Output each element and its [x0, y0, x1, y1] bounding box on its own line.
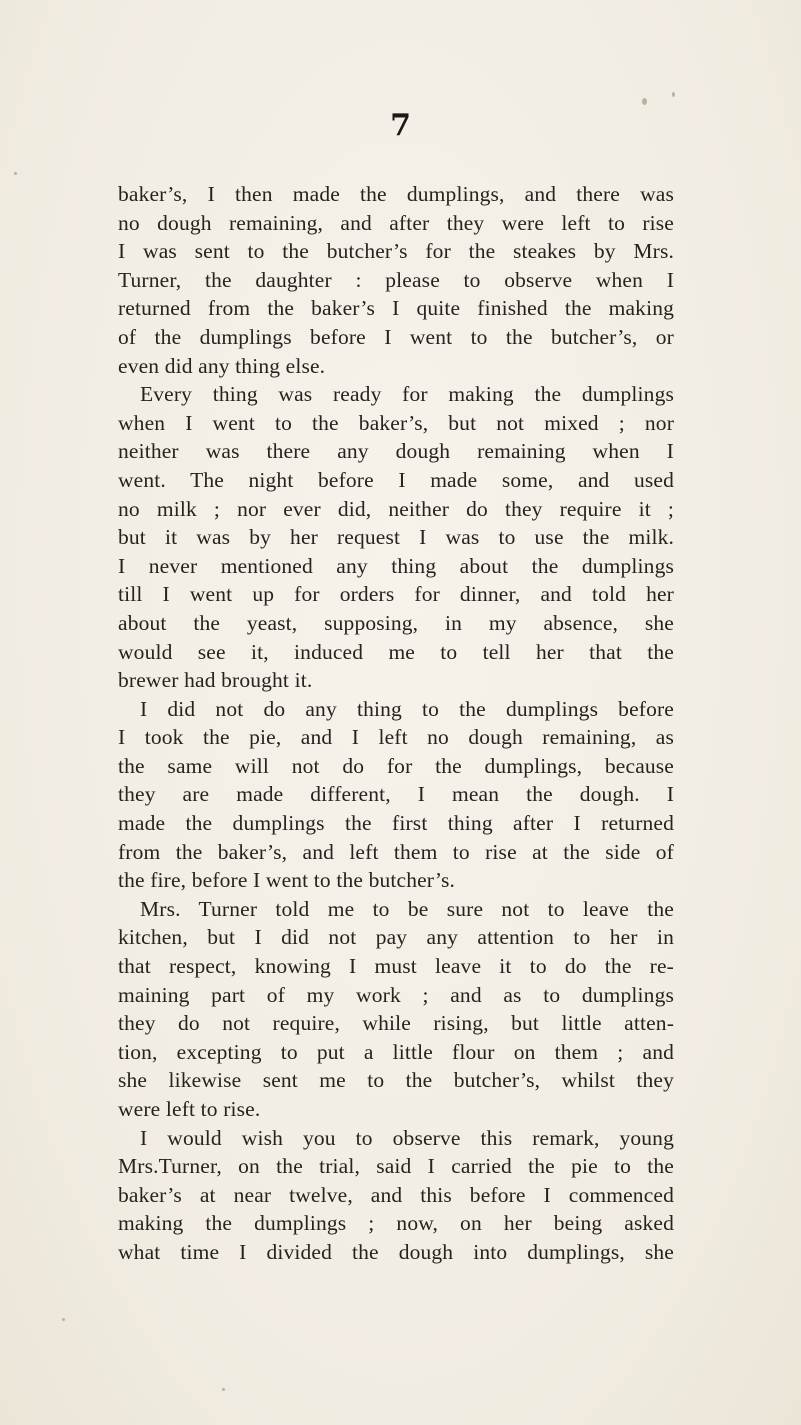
text-line: baker’s, I then made the dumplings, and there was: [118, 182, 674, 206]
text-line: I never mentioned any thing about the dumplings: [118, 553, 674, 578]
text-line: no milk ; nor ever did, neither do they require it ;: [118, 496, 674, 521]
text-line: but it was by her request I was to use the milk.: [118, 525, 674, 550]
text-line: I did not do any thing to the dumplings before: [140, 696, 674, 721]
text-line: till I went up for orders for dinner, and told her: [118, 582, 674, 607]
text-line: made the dumplings the first thing after I returned: [118, 811, 674, 836]
text-line: when I went to the baker’s, but not mixed ; nor: [118, 410, 674, 435]
text-line: went. The night before I made some, and used: [118, 467, 674, 492]
text-line: Mrs.Turner, on the trial, said I carried the pie to the: [118, 1154, 674, 1179]
text-line: of the dumplings before I went to the butcher’s, or: [118, 324, 674, 349]
paper-speck: [672, 92, 675, 97]
text-line: tion, excepting to put a little flour on them ; and: [118, 1039, 674, 1064]
text-line: brewer had brought it.: [118, 668, 313, 693]
text-line: about the yeast, supposing, in my absence, she: [118, 610, 674, 635]
paper-speck: [62, 1318, 65, 1321]
body-text: [118, 180, 674, 1267]
text-line: what time I divided the dough into dumplings, she: [118, 1239, 674, 1264]
text-line: baker’s at near twelve, and this before I commenced: [118, 1182, 674, 1207]
text-line: were left to rise.: [118, 1097, 261, 1121]
text-line: making the dumplings ; now, on her being asked: [118, 1211, 674, 1236]
paper-speck: [14, 172, 17, 175]
text-line: I took the pie, and I left no dough remaining, as: [118, 725, 674, 750]
text-line: maining part of my work ; and as to dumplings: [118, 982, 674, 1007]
text-line: they do not require, while rising, but little atten-: [118, 1011, 674, 1036]
text-line: they are made different, I mean the dough. I: [118, 782, 674, 807]
text-line: I would wish you to observe this remark, young: [140, 1125, 674, 1150]
text-line: Mrs. Turner told me to be sure not to leave the: [140, 896, 674, 921]
text-line: from the baker’s, and left them to rise at the side of: [118, 839, 674, 864]
text-line: neither was there any dough remaining when I: [118, 439, 674, 464]
paper-speck: [642, 98, 647, 105]
text-line: Turner, the daughter : please to observe when I: [118, 267, 674, 292]
text-line: would see it, induced me to tell her that the: [118, 639, 674, 664]
text-line: Every thing was ready for making the dumplings: [140, 382, 674, 407]
text-line: even did any thing else.: [118, 353, 326, 378]
text-line: the fire, before I went to the butcher’s.: [118, 868, 456, 893]
text-line: the same will not do for the dumplings, because: [118, 753, 674, 778]
text-line: returned from the baker’s I quite finished the making: [118, 296, 674, 321]
text-line: that respect, knowing I must leave it to do the re-: [118, 954, 674, 979]
paper-speck: [222, 1388, 225, 1391]
text-line: kitchen, but I did not pay any attention to her in: [118, 925, 674, 950]
page-number: 7: [390, 108, 411, 143]
text-line: no dough remaining, and after they were left to rise: [118, 210, 674, 235]
text-line: she likewise sent me to the butcher’s, whilst they: [118, 1068, 674, 1093]
text-line: I was sent to the butcher’s for the steakes by Mrs.: [118, 239, 674, 264]
